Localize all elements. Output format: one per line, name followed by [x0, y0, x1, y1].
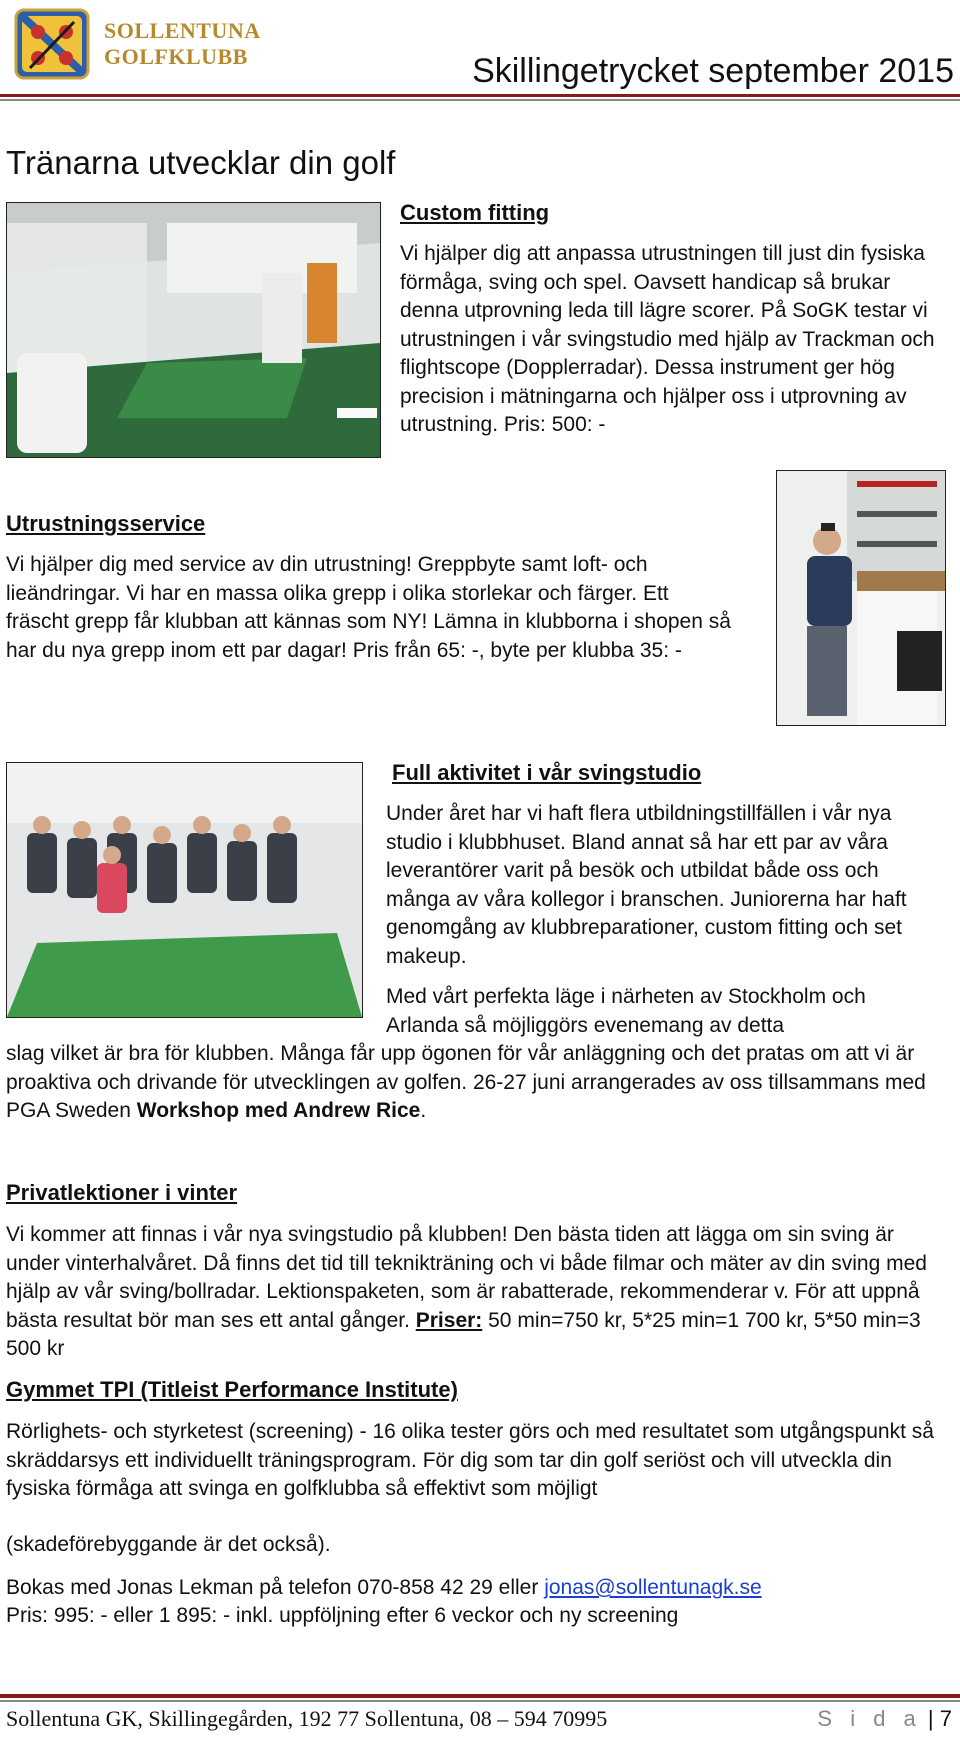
sida-label: S i d a	[817, 1706, 922, 1731]
page-number: S i d a | 7	[817, 1706, 952, 1731]
prices-label: Priser:	[415, 1308, 483, 1332]
footer-address: Sollentuna GK, Skillingegården, 192 77 Sollentuna, 08 – 594 70995	[6, 1706, 608, 1731]
club-name-line2: GOLFKLUBB	[104, 44, 248, 69]
privatlektioner-heading: Privatlektioner i vinter	[6, 1180, 238, 1205]
club-name	[104, 18, 261, 70]
booking-prefix: Bokas med Jonas Lekman på telefon 070-858 42 29 eller	[6, 1576, 545, 1599]
full-aktivitet-body1: Under året har vi haft flera utbildningstillfällen i vår nya studio i klubbhuset. Bland annat så har ett par av våra leverantörer varit på besök och utbildat både oss och många av våra kollegor i branschen. Juniorerna har haft genomgång av klubbreparationer, custom fitting och set makeup.	[386, 802, 907, 968]
studio-photo	[6, 202, 381, 458]
email-link[interactable]: jonas@sollentunagk.se	[544, 1576, 762, 1599]
booking-line	[6, 1574, 951, 1603]
club-service-photo	[776, 470, 946, 726]
full-aktivitet-body2-text: slag vilket är bra för klubben. Många får upp ögonen för vår anläggning och det pratas om att vi är proaktiva och drivande för utvecklingen av golfen. 26-27 juni arrangerades av oss tillsammans med PGA Sweden	[6, 1042, 926, 1122]
full-aktivitet-body2	[6, 1040, 951, 1126]
gymmet-body-paren: (skadeförebyggande är det också).	[6, 1533, 331, 1556]
workshop-name: Workshop med Andrew Rice	[136, 1099, 421, 1122]
full-aktivitet-body2-intro: Med vårt perfekta läge i närheten av Stockholm och Arlanda så möjliggörs evenemang av detta	[386, 985, 866, 1037]
custom-fitting-heading: Custom fitting	[400, 200, 550, 225]
price-line: Pris: 995: - eller 1 895: - inkl. uppföljning efter 6 veckor och ny screening	[6, 1604, 679, 1627]
privatlektioner-text: Vi kommer att finnas i vår nya svingstudio på klubben! Den bästa tiden att lägga om sin sving är under vinterhalvåret. Då finns det tid till teknikträning och vi både filmar och mäter av din sving med hjälp av vår sving/bollradar. Lektionspaketen, som är rabatterade, rekommenderar v. För att uppnå bästa resultat bör man ses ett antal gånger.	[6, 1223, 927, 1332]
publication-title: Skillingetrycket september 2015	[472, 52, 954, 90]
gymmet-heading: Gymmet TPI (Titleist Performance Institute)	[6, 1377, 458, 1402]
club-logo	[12, 6, 262, 82]
utrustningsservice-heading: Utrustningsservice	[6, 511, 206, 536]
header-rule	[0, 94, 960, 97]
full-aktivitet-body2-end: .	[420, 1099, 427, 1122]
custom-fitting-body: Vi hjälper dig att anpassa utrustningen till just din fysiska förmåga, sving och spel. Oavsett handicap så brukar denna utprovning leda till lägre scorer. På SoGK testar vi utrustningen i vår svingstudio med hjälp av Trackman och flightscope (Dopplerradar). Dessa instrument ger hög precision i mätningarna och hjälper oss i utprovning av utrustning. Pris: 500: -	[400, 242, 935, 436]
gymmet-body: Rörlighets- och styrketest (screening) - 16 olika tester görs och med resultatet som utgångspunkt så skräddarsys ett individuellt träningsprogram. För dig som tar din golf seriöst och vill utveckla din fysiska förmåga att svinga en golfklubba så effektivt som möjligt	[6, 1420, 934, 1500]
prices-text: 50 min=750 kr, 5*25 min=1 700 kr, 5*50 min=3 500 kr	[6, 1308, 921, 1360]
header-rule-thin	[0, 99, 960, 101]
footer-rule	[0, 1694, 960, 1698]
workshop-group-photo	[6, 762, 363, 1018]
club-crest-icon	[12, 6, 92, 82]
footer-rule-thin	[0, 1700, 960, 1702]
page-heading: Tränarna utvecklar din golf	[6, 144, 396, 181]
page-number-value: 7	[939, 1706, 952, 1731]
club-name-line1: SOLLENTUNA	[104, 18, 261, 43]
utrustningsservice-body: Vi hjälper dig med service av din utrustning! Greppbyte samt loft- och lieändringar. Vi har en massa olika grepp i olika storlekar och färger. Ett fräscht grepp får klubban att kännas som NY! Lämna in klubborna i shopen så har du nya grepp inom ett par dagar! Pris från 65: -, byte per klubba 35: -	[6, 553, 731, 662]
privatlektioner-body	[6, 1221, 946, 1364]
full-aktivitet-heading: Full aktivitet i vår svingstudio	[392, 760, 702, 785]
